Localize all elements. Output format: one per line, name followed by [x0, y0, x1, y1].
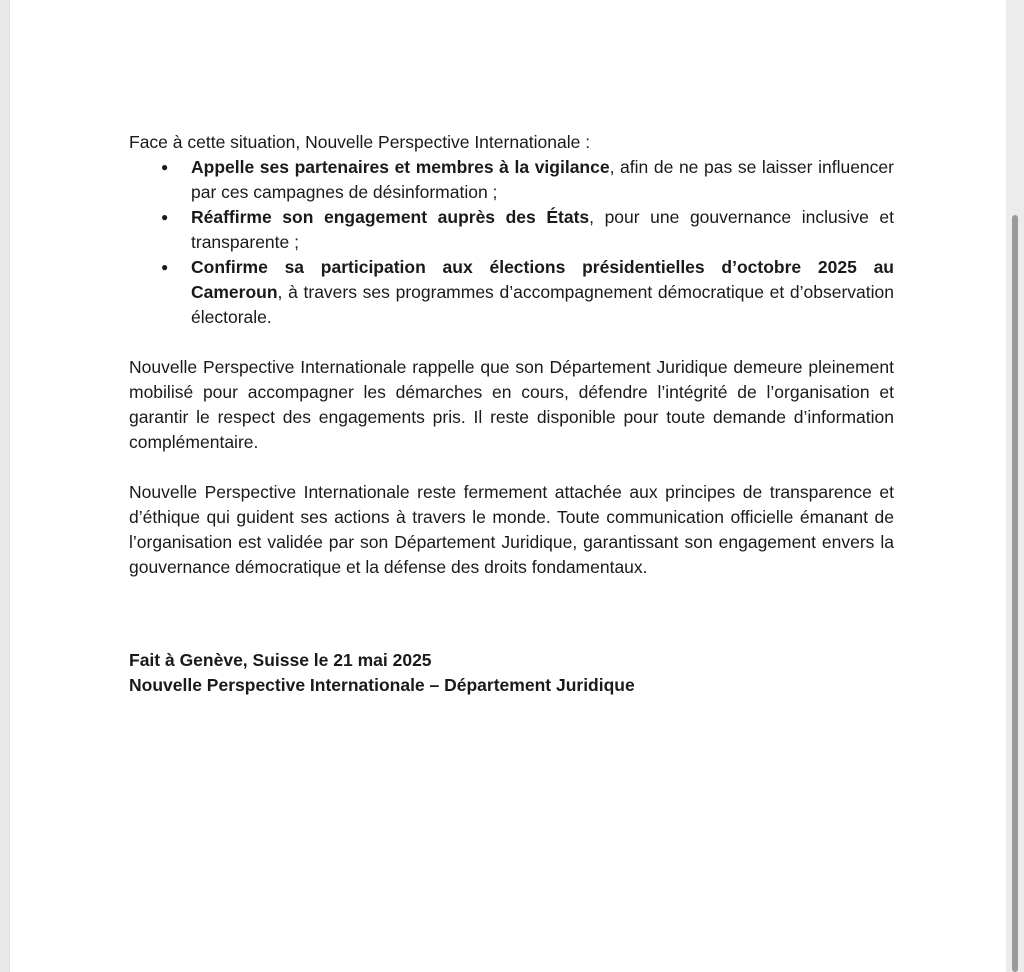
paragraph-transparency: Nouvelle Perspective Internationale reste fermement attachée aux principes de transparence et d’éthique qui guident ses actions à travers le monde. Toute communication officielle émanant de l’organisation est validée par son Département Juridique, garantissant son engagement envers la gouvernance démocratique et la défense des droits fondamentaux. [129, 482, 894, 577]
document-body [129, 130, 894, 580]
scrollbar-thumb[interactable] [1012, 215, 1018, 972]
paragraph-legal-department: Nouvelle Perspective Internationale rappelle que son Département Juridique demeure pleinement mobilisé pour accompagner les démarches en cours, défendre l’intégrité de l’organisation et garantir le respect des engagements pris. Il reste disponible pour toute demande d’information complémentaire. [129, 357, 894, 452]
signature-place-date: Fait à Genève, Suisse le 21 mai 2025 [129, 650, 432, 670]
bullet-icon: ● [161, 210, 169, 224]
scrollbar-track[interactable] [1006, 0, 1024, 972]
bullet-icon: ● [161, 160, 169, 174]
bullet-list [129, 155, 894, 330]
bullet-bold-text: Appelle ses partenaires et membres à la vigilance [191, 157, 610, 177]
bullet-text: , à travers ses programmes d’accompagnement démocratique et d’observation électorale. [191, 282, 894, 327]
bullet-text: , afin de ne pas se laisser influencer par ces campagnes de désinformation ; [191, 157, 894, 202]
list-item [129, 205, 894, 255]
intro-line: Face à cette situation, Nouvelle Perspective Internationale : [129, 132, 591, 152]
document-page [10, 0, 1006, 972]
signature-block [129, 648, 635, 698]
list-item [129, 155, 894, 205]
bullet-bold-text: Confirme sa participation aux élections présidentielles d’octobre 2025 au Cameroun [191, 257, 894, 302]
list-item [129, 255, 894, 330]
bullet-bold-text: Réaffirme son engagement auprès des États [191, 207, 590, 227]
bullet-text: , pour une gouvernance inclusive et transparente ; [191, 207, 895, 252]
bullet-icon: ● [161, 260, 169, 274]
signature-signatory: Nouvelle Perspective Internationale – Département Juridique [129, 675, 635, 695]
